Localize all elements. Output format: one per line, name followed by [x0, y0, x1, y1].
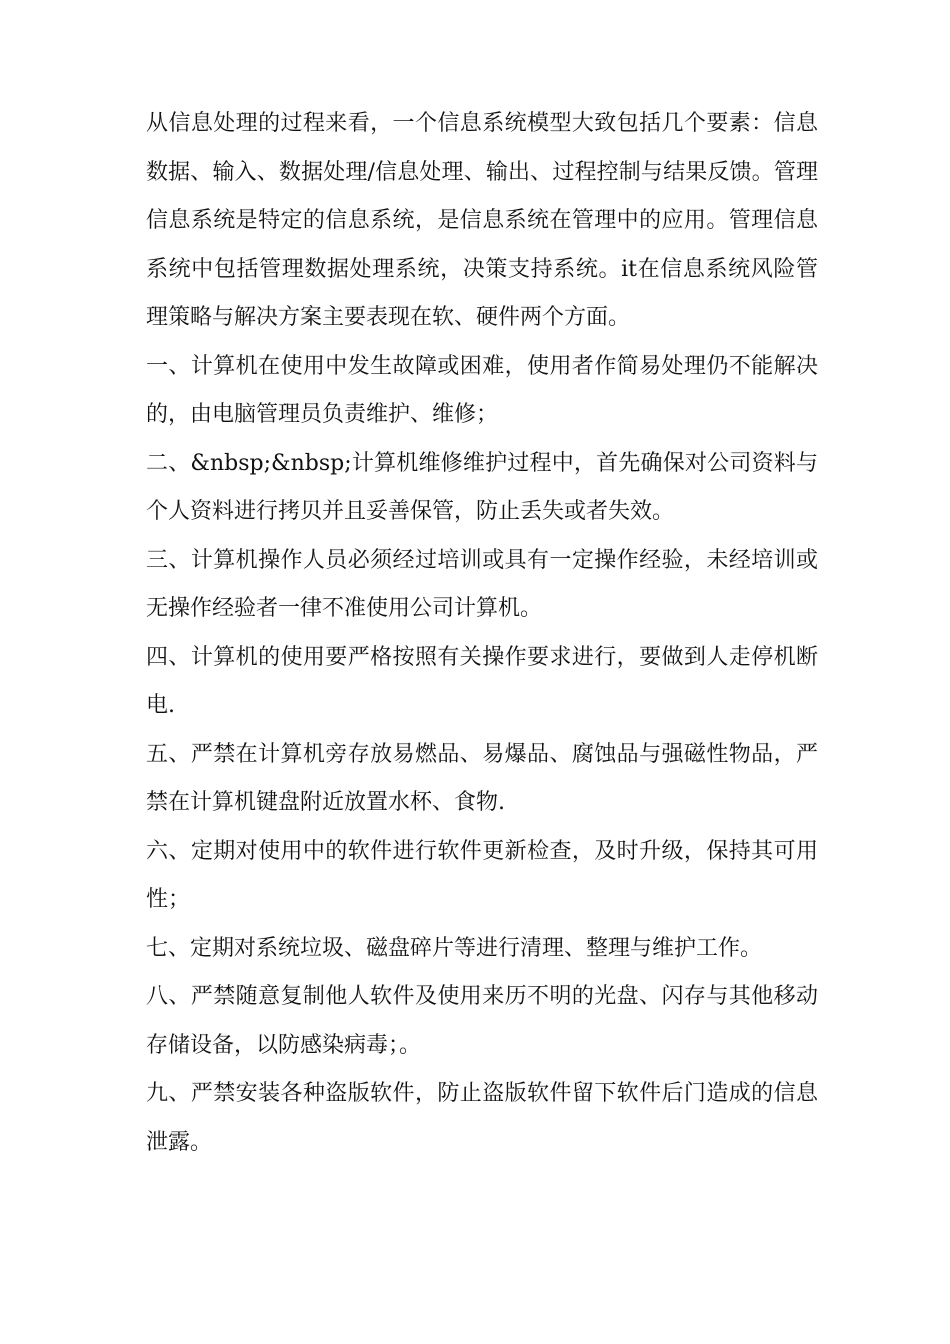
- rule-5-paragraph: 五、严禁在计算机旁存放易燃品、易爆品、腐蚀品与强磁性物品，严禁在计算机键盘附近放置水杯、食物.: [146, 741, 818, 815]
- rule-4-paragraph: 四、计算机的使用要严格按照有关操作要求进行，要做到人走停机断电.: [146, 644, 818, 718]
- document-body: [146, 100, 818, 1167]
- rule-3-paragraph: 三、计算机操作人员必须经过培训或具有一定操作经验，未经培训或无操作经验者一律不准使用公司计算机。: [146, 547, 818, 621]
- rule-7-paragraph: 七、定期对系统垃圾、磁盘碎片等进行清理、整理与维护工作。: [146, 935, 763, 961]
- rule-8-paragraph: 八、严禁随意复制他人软件及使用来历不明的光盘、闪存与其他移动存储设备，以防感染病毒；。: [146, 984, 818, 1058]
- rule-2-paragraph: 二、&nbsp;&nbsp;计算机维修维护过程中，首先确保对公司资料与个人资料进行拷贝并且妥善保管，防止丢失或者失效。: [146, 450, 818, 524]
- rule-6-paragraph: 六、定期对使用中的软件进行软件更新检查，及时升级，保持其可用性；: [146, 838, 818, 912]
- intro-paragraph: 从信息处理的过程来看，一个信息系统模型大致包括几个要素：信息数据、输入、数据处理/信息处理、输出、过程控制与结果反馈。管理信息系统是特定的信息系统，是信息系统在管理中的应用。管理信息系统中包括管理数据处理系统，决策支持系统。it在信息系统风险管理策略与解决方案主要表现在软、硬件两个方面。: [146, 111, 818, 330]
- rule-9-paragraph: 九、严禁安装各种盗版软件，防止盗版软件留下软件后门造成的信息泄露。: [146, 1081, 818, 1155]
- rule-1-paragraph: 一、计算机在使用中发生故障或困难，使用者作简易处理仍不能解决的，由电脑管理员负责维护、维修；: [146, 353, 818, 427]
